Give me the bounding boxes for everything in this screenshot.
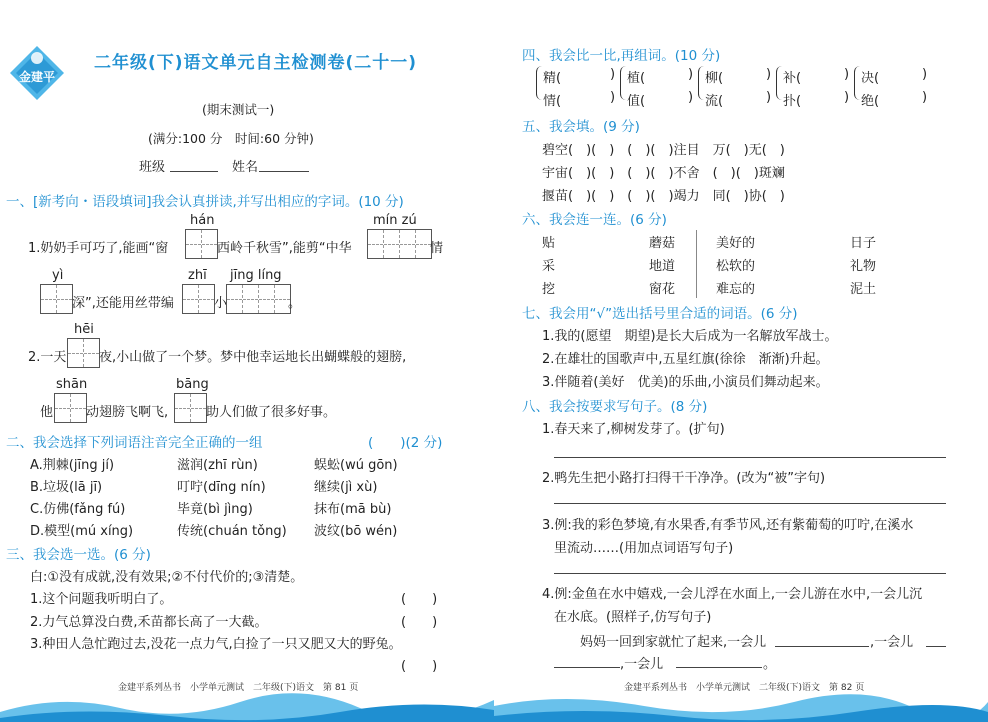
q4-w1b: 情(	[543, 94, 562, 109]
q1-line4c: 助人们做了很多好事。	[206, 405, 337, 420]
pinyin-minzu: mín zú	[373, 213, 417, 228]
pinyin-bang: bāng	[176, 377, 209, 392]
q1-line1b: 西岭千秋雪”,能剪“中华	[217, 241, 352, 256]
class-label: 班级	[139, 160, 166, 175]
q6-c1-1[interactable]: 贴	[542, 236, 556, 251]
q5-row2: 宇宙( )( ) ( )( )不舍 ( )( )斑斓	[542, 166, 785, 181]
q8-blank2b[interactable]	[554, 667, 620, 668]
exam-meta: (满分:100 分 时间:60 分钟)	[148, 131, 314, 146]
pinyin-hei: hēi	[74, 322, 94, 337]
q4-close: )	[766, 90, 772, 105]
q2-c1: C.仿佛(fǎng fú)	[30, 502, 126, 517]
q1-heading: 一、[新考向・语段填词]我会认真拼读,并写出相应的字词。(10 分)	[6, 194, 404, 210]
q6-c4-2[interactable]: 礼物	[850, 259, 877, 274]
q3-heading: 三、我会选一选。(6 分)	[6, 547, 151, 563]
q8-item4d: ,一会儿	[870, 635, 914, 650]
brace-5	[854, 66, 860, 100]
q8-item3a: 3.例:我的彩色梦境,有水果香,有季节风,还有紫葡萄的叮咛,在溪水	[542, 518, 914, 533]
q4-close: )	[922, 67, 928, 82]
q2-answer-paren[interactable]: ( )(2 分)	[368, 435, 443, 451]
tianzige-hei[interactable]	[67, 338, 100, 368]
q4-w2b: 值(	[627, 94, 646, 109]
q8-answer-line2[interactable]	[554, 503, 946, 504]
q8-item4b: 在水底。(照样子,仿写句子)	[554, 610, 712, 625]
q2-a3: 蜈蚣(wú gōn)	[314, 458, 398, 473]
q6-heading: 六、我会连一连。(6 分)	[522, 212, 667, 228]
q2-a2: 滋润(zhī rùn)	[177, 458, 258, 473]
q5-heading: 五、我会填。(9 分)	[522, 119, 640, 135]
name-field[interactable]	[259, 171, 309, 172]
q6-c2-1[interactable]: 蘑菇	[649, 236, 676, 251]
q2-a1: A.荆棘(jīng jí)	[30, 458, 115, 473]
q3-item3: 3.种田人急忙跑过去,没花一点力气,白捡了一只又肥又大的野兔。	[30, 637, 402, 652]
q1-line4b: 动翅膀飞啊飞,	[86, 405, 169, 420]
q8-item3b: 里流动……(用加点词语写句子)	[554, 541, 734, 556]
q4-close: )	[844, 67, 850, 82]
right-footer: 金建平系列丛书 小学单元测试 二年级(下)语文 第 82 页	[624, 683, 865, 693]
pinyin-han: hán	[190, 213, 215, 228]
q4-close: )	[610, 90, 616, 105]
brace-1	[536, 66, 542, 100]
pinyin-yi: yì	[52, 268, 64, 283]
q1-line3b: 夜,小山做了一个梦。梦中他幸运地长出蝴蝶般的翅膀,	[99, 350, 407, 365]
q8-item4a: 4.例:金鱼在水中嬉戏,一会儿浮在水面上,一会儿游在水中,一会儿沉	[542, 587, 923, 602]
q6-divider	[696, 230, 697, 298]
q7-item2[interactable]: 2.在雄壮的国歌声中,五星红旗(徐徐 渐渐)升起。	[542, 352, 829, 367]
q6-c1-2[interactable]: 采	[542, 259, 556, 274]
q6-c2-2[interactable]: 地道	[649, 259, 676, 274]
q1-line2c: 。	[288, 296, 302, 311]
q8-answer-line1[interactable]	[554, 457, 946, 458]
q3-item1: 1.这个问题我听明白了。	[30, 592, 173, 607]
brace-2	[620, 66, 626, 100]
q5-row1: 碧空( )( ) ( )( )注目 万( )无( )	[542, 143, 785, 158]
q1-line2a: 深”,还能用丝带编	[72, 296, 174, 311]
q3-answer1[interactable]: ( )	[401, 592, 438, 607]
tianzige-jingling[interactable]	[226, 284, 291, 314]
pinyin-zhi: zhī	[188, 268, 207, 283]
page-title: 二年级(下)语文单元自主检测卷(二十一)	[94, 53, 418, 73]
q3-definition: 白:①没有成就,没有效果;②不付代价的;③清楚。	[30, 570, 304, 585]
tianzige-zhi[interactable]	[182, 284, 215, 314]
q4-close: )	[766, 67, 772, 82]
q3-answer3[interactable]: ( )	[401, 659, 438, 674]
q7-item1[interactable]: 1.我的(愿望 期望)是长大后成为一名解放军战士。	[542, 329, 838, 344]
q1-line3a: 2.一天	[28, 350, 67, 365]
q8-blank2[interactable]	[926, 646, 946, 647]
q2-d3: 波纹(bō wén)	[314, 524, 398, 539]
tianzige-yi[interactable]	[40, 284, 73, 314]
q6-c4-3[interactable]: 泥土	[850, 282, 877, 297]
q2-b2: 叮咛(dīng nín)	[177, 480, 266, 495]
left-footer: 金建平系列丛书 小学单元测试 二年级(下)语文 第 81 页	[118, 683, 359, 693]
q1-line1a: 1.奶奶手可巧了,能画“窗	[28, 241, 169, 256]
q4-close: )	[844, 90, 850, 105]
q8-item4f: 。	[763, 657, 777, 672]
q6-c3-3[interactable]: 难忘的	[716, 282, 756, 297]
q2-b3: 继续(jì xù)	[314, 480, 378, 495]
q8-heading: 八、我会按要求写句子。(8 分)	[522, 399, 708, 415]
q4-close: )	[922, 90, 928, 105]
q4-w2a: 植(	[627, 71, 646, 86]
q2-d1: D.模型(mú xíng)	[30, 524, 134, 539]
tianzige-shan[interactable]	[54, 393, 87, 423]
pinyin-jingling: jīng líng	[230, 268, 282, 283]
q8-blank1[interactable]	[775, 646, 869, 647]
subtitle: (期末测试一)	[202, 102, 275, 117]
tianzige-minzu[interactable]	[367, 229, 432, 259]
q4-close: )	[688, 67, 694, 82]
q5-row3: 揠苗( )( ) ( )( )竭力 同( )协( )	[542, 189, 785, 204]
q8-item2: 2.鸭先生把小路打扫得干干净净。(改为“被”字句)	[542, 471, 826, 486]
q1-line1c: 情	[430, 241, 444, 256]
brace-4	[776, 66, 782, 100]
q2-c3: 抹布(mā bù)	[314, 502, 392, 517]
q4-close: )	[688, 90, 694, 105]
logo-text: 金建平	[18, 70, 55, 84]
logo	[8, 44, 66, 102]
q7-heading: 七、我会用“√”选出括号里合适的词语。(6 分)	[522, 306, 798, 322]
q8-answer-line3[interactable]	[554, 573, 946, 574]
q8-item1: 1.春天来了,柳树发芽了。(扩句)	[542, 422, 725, 437]
q1-line4a: 他	[40, 405, 54, 420]
q6-c3-1[interactable]: 美好的	[716, 236, 756, 251]
q4-w5b: 绝(	[861, 94, 880, 109]
q8-blank3[interactable]	[676, 667, 762, 668]
q4-w4b: 扑(	[783, 94, 802, 109]
q4-w1a: 精(	[543, 71, 562, 86]
brace-3	[698, 66, 704, 100]
q7-item3[interactable]: 3.伴随着(美好 优美)的乐曲,小演员们舞动起来。	[542, 375, 829, 390]
q2-d2: 传统(chuán tǒng)	[177, 524, 287, 539]
q4-close: )	[610, 67, 616, 82]
q4-w4a: 补(	[783, 71, 802, 86]
q2-heading: 二、我会选择下列词语注音完全正确的一组	[6, 435, 263, 451]
q1-line2b: 小	[214, 296, 228, 311]
q8-item4e: ,一会儿	[620, 657, 664, 672]
q4-w5a: 决(	[861, 71, 880, 86]
q8-item4c: 妈妈一回到家就忙了起来,一会儿	[580, 635, 767, 650]
pinyin-shan: shān	[56, 377, 88, 392]
q4-heading: 四、我会比一比,再组词。(10 分)	[522, 48, 721, 64]
q4-w3a: 柳(	[705, 71, 724, 86]
tianzige-bang[interactable]	[174, 393, 207, 423]
q3-item2: 2.力气总算没白费,禾苗都长高了一大截。	[30, 615, 268, 630]
q4-w3b: 流(	[705, 94, 724, 109]
q3-answer2[interactable]: ( )	[401, 615, 438, 630]
q2-c2: 毕竟(bì jìng)	[177, 502, 253, 517]
name-label: 姓名	[232, 160, 259, 175]
q6-c2-3[interactable]: 窗花	[649, 282, 676, 297]
q6-c1-3[interactable]: 挖	[542, 282, 556, 297]
q6-c4-1[interactable]: 日子	[850, 236, 877, 251]
q6-c3-2[interactable]: 松软的	[716, 259, 756, 274]
class-field[interactable]	[170, 171, 218, 172]
q2-b1: B.垃圾(lā jī)	[30, 480, 103, 495]
tianzige-han[interactable]	[185, 229, 218, 259]
